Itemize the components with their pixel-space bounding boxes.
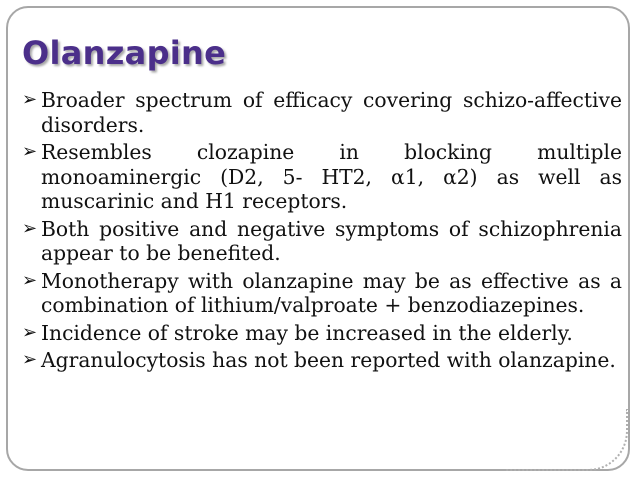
- bullet-text: Monotherapy with olanzapine may be as effective as a combination of lithium/valproate + benzodiazepines.: [41, 268, 622, 317]
- slide-title: Olanzapine: [22, 34, 227, 72]
- bullet-text: Agranulocytosis has not been reported with olanzapine.: [41, 348, 616, 372]
- bullet-item: [22, 217, 622, 266]
- bullet-list: [22, 88, 622, 376]
- bullet-item: [22, 140, 622, 214]
- arrow-bullet-icon: ➢: [22, 269, 38, 291]
- arrow-bullet-icon: ➢: [22, 217, 38, 239]
- decorative-arc: [506, 409, 628, 471]
- bullet-text: Incidence of stroke may be increased in the elderly.: [41, 320, 573, 345]
- arrow-bullet-icon: ➢: [22, 349, 38, 370]
- bullet-item: [22, 348, 622, 373]
- bullet-text: Resembles clozapine in blocking multiple monoaminergic (D2, 5- HT2, α1, α2) as well as muscarinic and H1 receptors.: [41, 140, 622, 213]
- bullet-item: [22, 88, 622, 137]
- bullet-text: Broader spectrum of efficacy covering schizo-affective disorders.: [41, 88, 622, 137]
- arrow-bullet-icon: ➢: [22, 89, 38, 110]
- arrow-bullet-icon: ➢: [22, 321, 38, 343]
- arrow-bullet-icon: ➢: [22, 141, 38, 162]
- bullet-item: [22, 321, 622, 346]
- bullet-text: Both positive and negative symptoms of schizophrenia appear to be benefited.: [41, 216, 622, 265]
- bullet-item: [22, 269, 622, 318]
